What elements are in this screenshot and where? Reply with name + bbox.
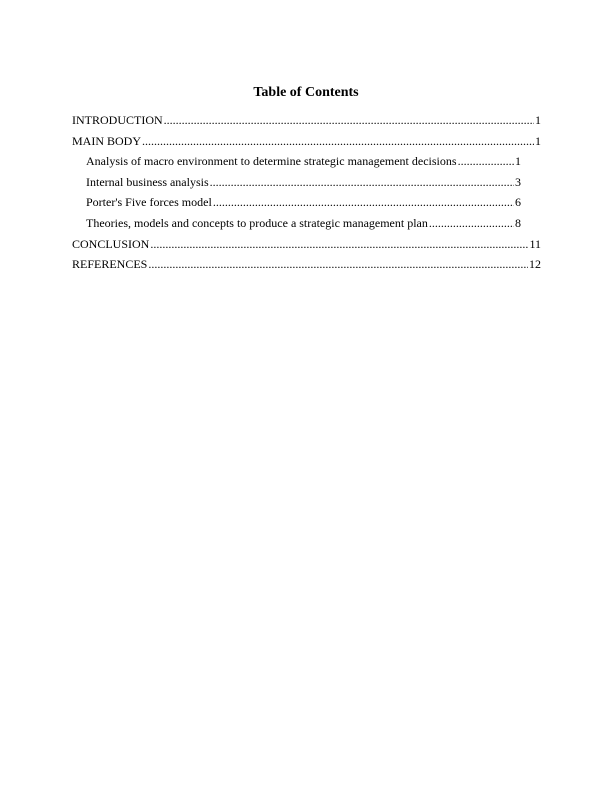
toc-entry-label: INTRODUCTION bbox=[72, 113, 163, 127]
toc-entry-label: REFERENCES bbox=[72, 257, 148, 272]
toc-entry-theories-models[interactable] bbox=[72, 216, 521, 237]
toc-entry-page: 11 bbox=[529, 236, 541, 251]
toc-entry-label: Internal business analysis bbox=[86, 174, 209, 189]
toc-leader-dots bbox=[142, 134, 534, 148]
toc-leader-dots bbox=[150, 237, 528, 251]
toc-entry-references[interactable] bbox=[72, 257, 541, 278]
toc-entry-main-body[interactable] bbox=[72, 134, 541, 155]
toc-leader-dots bbox=[148, 257, 528, 271]
toc-title: Table of Contents bbox=[253, 85, 359, 100]
toc-entry-page: 8 bbox=[515, 215, 521, 230]
toc-entry-label: CONCLUSION bbox=[72, 236, 150, 251]
toc-entry-page: 1 bbox=[515, 154, 521, 169]
toc-entry-porters-five-forces[interactable] bbox=[72, 195, 521, 216]
toc-list bbox=[72, 113, 541, 278]
toc-entry-conclusion[interactable] bbox=[72, 237, 541, 258]
toc-entry-label: Theories, models and concepts to produce a strategic management plan bbox=[86, 215, 428, 230]
toc-entry-label: Analysis of macro environment to determine strategic management decisions bbox=[86, 154, 457, 169]
toc-entry-page: 3 bbox=[515, 174, 521, 189]
toc-entry-page: 1 bbox=[535, 133, 541, 148]
toc-entry-introduction[interactable] bbox=[72, 113, 541, 134]
toc-leader-dots bbox=[164, 113, 534, 127]
toc-entry-page: 12 bbox=[529, 257, 541, 272]
toc-leader-dots bbox=[213, 195, 514, 209]
toc-entry-page: 6 bbox=[515, 195, 521, 210]
toc-entry-internal-analysis[interactable] bbox=[72, 175, 521, 196]
toc-leader-dots bbox=[458, 154, 514, 168]
toc-leader-dots bbox=[210, 175, 514, 189]
toc-entry-label: Porter's Five forces model bbox=[86, 195, 212, 210]
toc-entry-macro-environment[interactable] bbox=[72, 154, 521, 175]
toc-entry-label: MAIN BODY bbox=[72, 133, 141, 148]
toc-entry-page: 1 bbox=[535, 113, 541, 127]
toc-leader-dots bbox=[429, 216, 514, 230]
